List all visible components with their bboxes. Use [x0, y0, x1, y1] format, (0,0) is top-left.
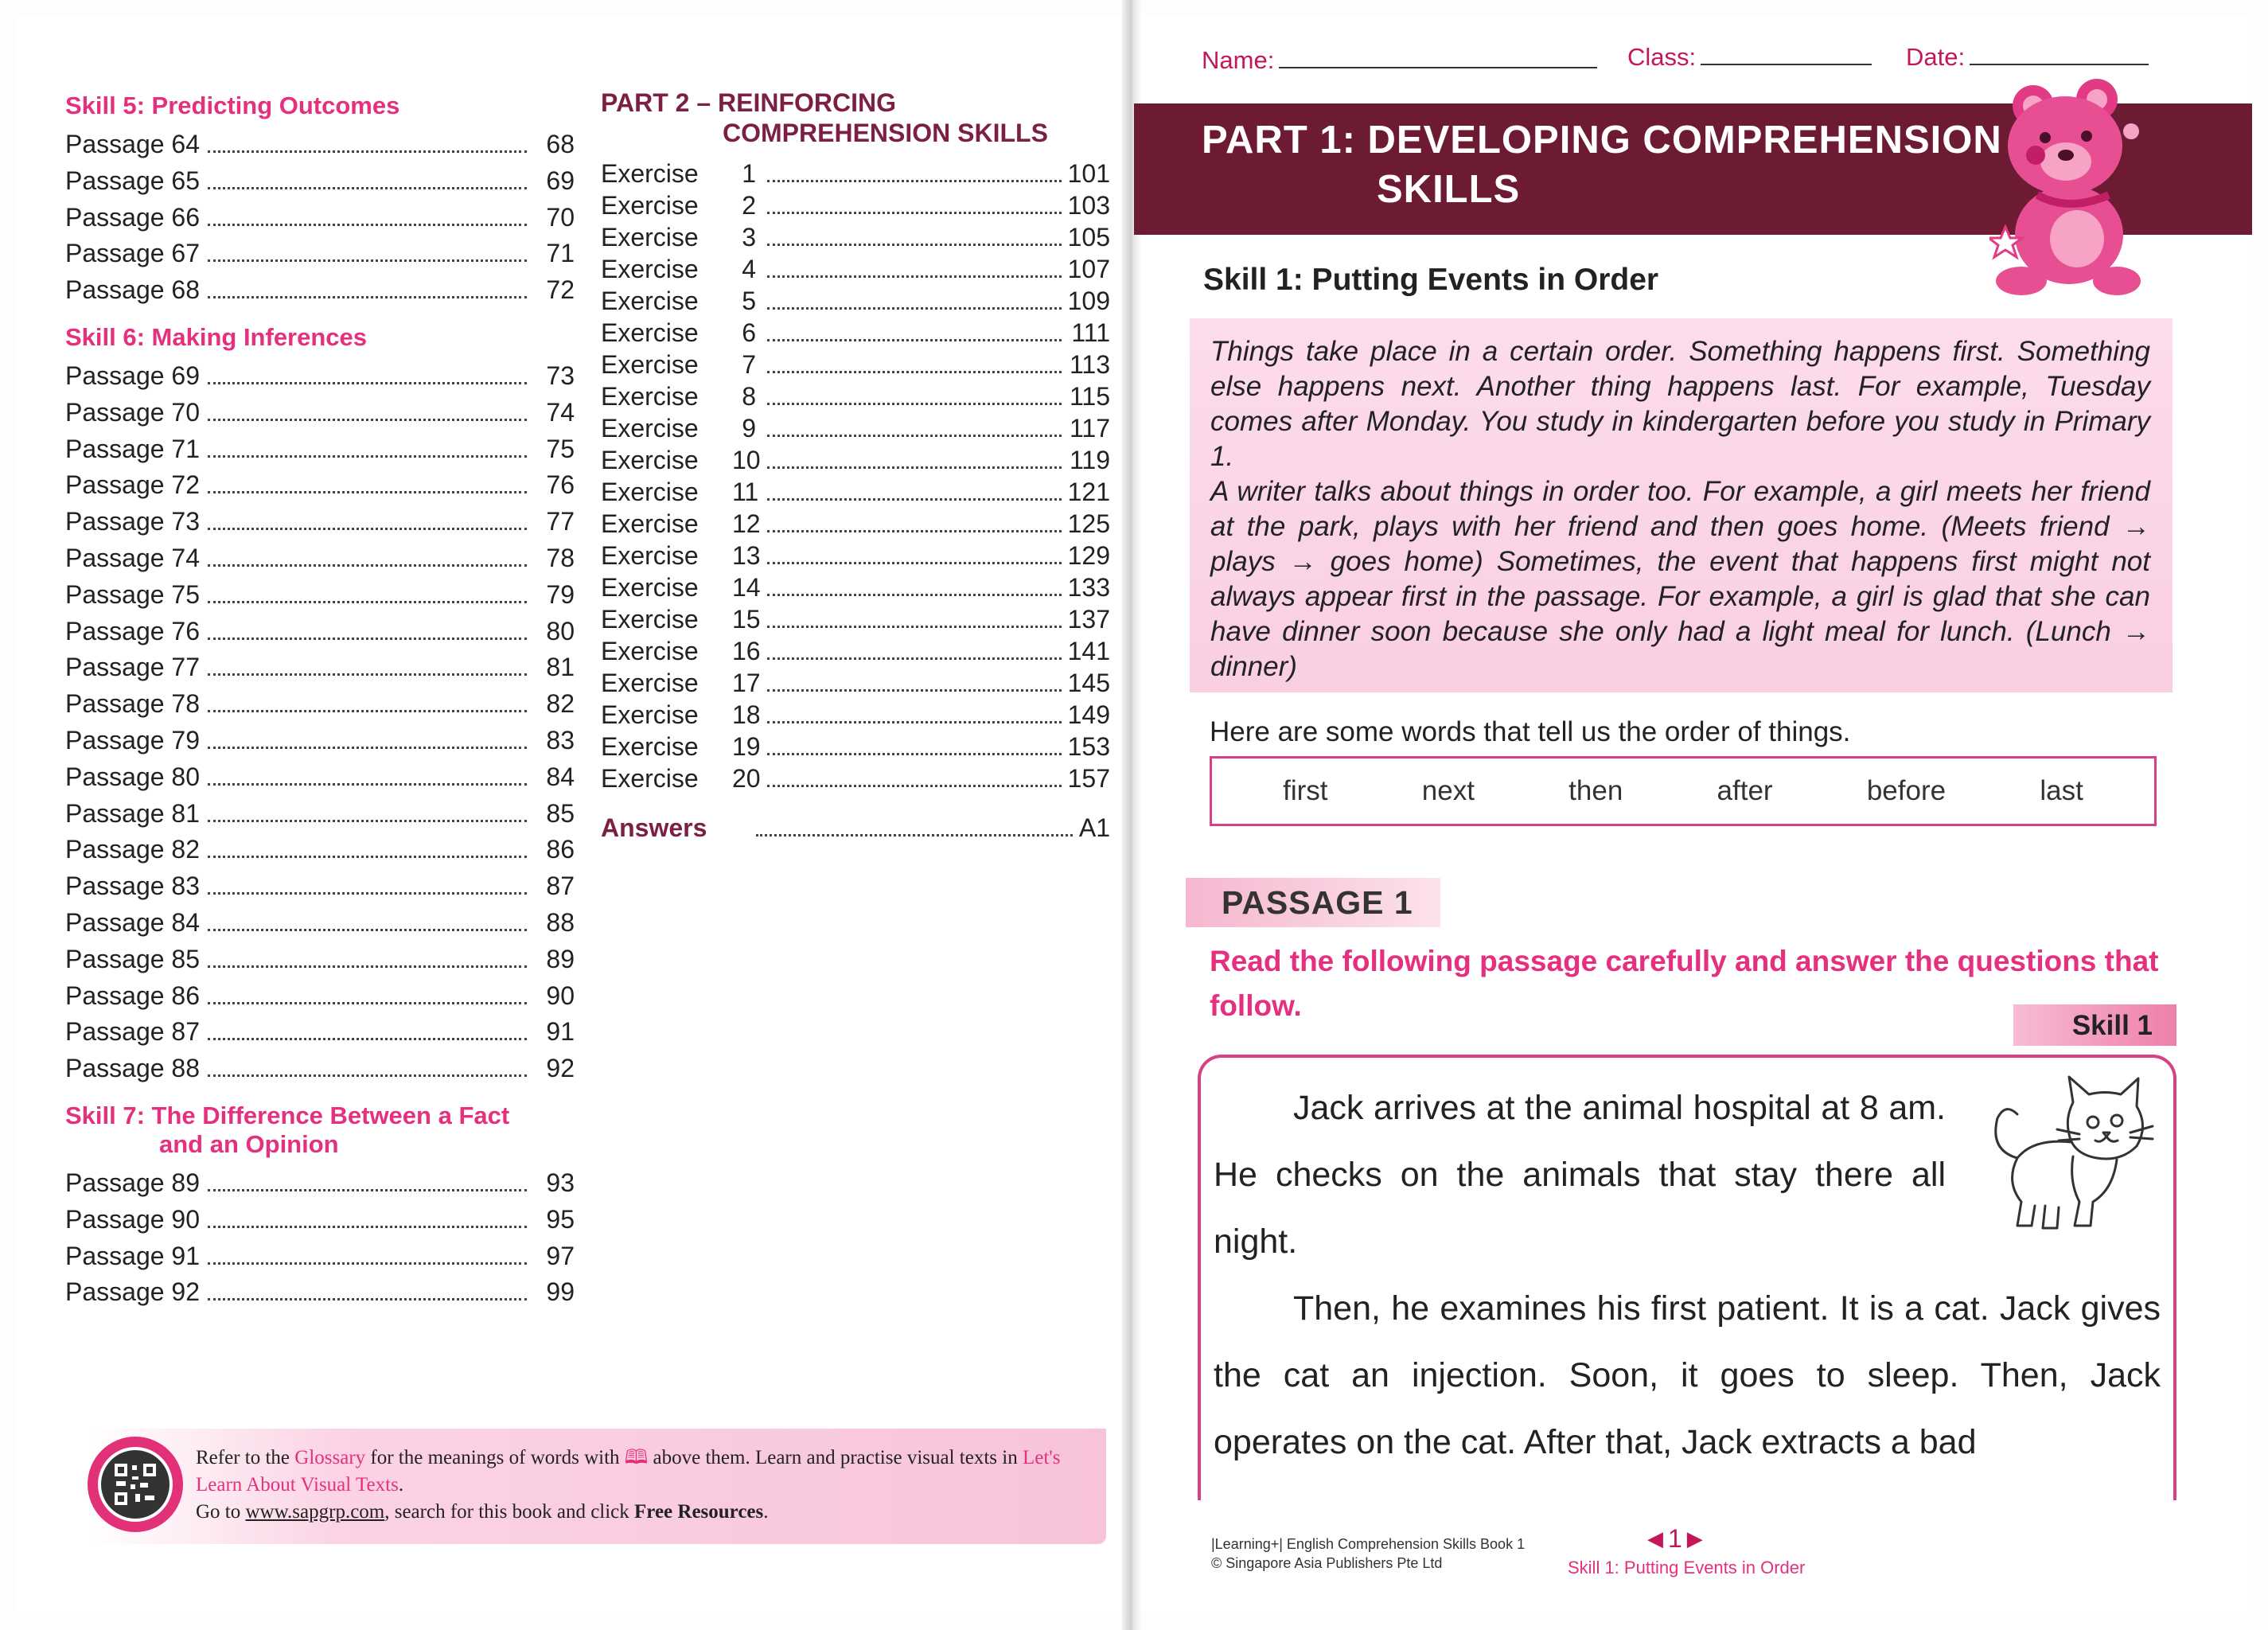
toc-entry-page: 85: [546, 798, 575, 828]
toc-entry-page: 92: [546, 1054, 575, 1083]
leader-dots: [208, 1298, 527, 1300]
toc-entry-label: Passage 77: [65, 653, 201, 682]
toc-entry[interactable]: [65, 835, 575, 872]
toc-entry[interactable]: [65, 275, 575, 312]
order-word: then: [1569, 775, 1623, 806]
toc-exercise-entry[interactable]: [601, 700, 1110, 732]
leader-dots: [767, 466, 1062, 469]
leader-dots: [767, 371, 1062, 373]
part2-heading-line2: COMPREHENSION SKILLS: [723, 119, 1048, 147]
toc-entry-label: Passage 86: [65, 981, 201, 1010]
glossary-text-part: Refer to the: [196, 1447, 295, 1468]
order-word: last: [2040, 775, 2083, 806]
toc-exercise-entry[interactable]: [601, 732, 1110, 764]
toc-exercise-entry[interactable]: [601, 446, 1110, 478]
exercise-label: Exercise: [601, 350, 699, 379]
toc-entry[interactable]: [65, 981, 575, 1018]
toc-entry-label: Passage 78: [65, 689, 201, 719]
toc-exercise-entry[interactable]: [601, 573, 1110, 605]
leader-dots: [208, 965, 527, 968]
exercise-label: Exercise: [601, 414, 699, 443]
toc-entry-page: 99: [546, 1277, 575, 1307]
toc-entry-label: Passage 88: [65, 1054, 201, 1083]
exercise-label: Exercise: [601, 223, 699, 252]
toc-entry-label: Passage 65: [65, 166, 201, 195]
toc-entry-page: 93: [546, 1168, 575, 1197]
leader-dots: [208, 1038, 527, 1040]
passage-paragraph-2: Then, he examines his first patient. It is a cat. Jack gives the cat an injection. Soon, it goes to sleep. Then, Jack operates on the cat. After that, Jack extracts a bad: [1214, 1289, 2161, 1461]
exercise-label: Exercise: [601, 159, 699, 188]
exercise-number: 3: [742, 223, 756, 252]
exercise-label: Exercise: [601, 700, 699, 729]
exercise-label: Exercise: [601, 191, 699, 220]
exercise-number: 19: [732, 732, 761, 761]
leader-dots: [767, 753, 1062, 755]
exercise-page: 119: [1069, 446, 1110, 474]
part2-heading[interactable]: [601, 88, 1110, 148]
toc-entry-page: 70: [546, 202, 575, 232]
passage-label: PASSAGE 1: [1222, 884, 1413, 921]
exercise-page: 115: [1069, 382, 1110, 411]
exercise-number: 14: [732, 573, 761, 602]
exercise-page: 109: [1067, 287, 1110, 315]
glossary-text-part: Go to: [196, 1501, 246, 1523]
toc-entry[interactable]: [65, 507, 575, 544]
toc-entry[interactable]: [65, 239, 575, 275]
exercise-page: 111: [1071, 318, 1110, 347]
toc-column-2: [601, 88, 1110, 843]
class-field[interactable]: [1627, 43, 1872, 72]
leader-dots: [208, 673, 527, 676]
exercise-number: 15: [732, 605, 761, 634]
toc-exercise-entry[interactable]: [601, 382, 1110, 414]
page-number-group: [1647, 1524, 1703, 1554]
exercise-number: 5: [742, 287, 756, 315]
order-words-box: [1210, 756, 2157, 826]
exercise-page: 117: [1069, 414, 1110, 443]
website-link[interactable]: www.sapgrp.com: [245, 1501, 385, 1523]
toc-entry-label: Passage 67: [65, 239, 201, 268]
exercise-label: Exercise: [601, 573, 699, 602]
toc-entry-page: 97: [546, 1241, 575, 1270]
footer-book-title: |Learning+| English Comprehension Skills Book 1: [1211, 1536, 1526, 1552]
toc-entry-label: Passage 89: [65, 1168, 201, 1197]
exercise-page: 113: [1069, 350, 1110, 379]
exercise-page: 105: [1067, 223, 1110, 252]
passage-tab: [1186, 878, 1440, 927]
date-field[interactable]: [1906, 43, 2149, 72]
order-word: first: [1283, 775, 1328, 806]
exercise-label: Exercise: [601, 605, 699, 634]
toc-entry-page: 84: [546, 762, 575, 791]
leader-dots: [208, 1226, 527, 1228]
toc-entry-page: 91: [546, 1017, 575, 1047]
leader-dots: [208, 783, 527, 786]
date-line[interactable]: [1970, 62, 2149, 65]
leader-dots: [208, 892, 527, 895]
exercise-label: Exercise: [601, 318, 699, 347]
part-title-line2: SKILLS: [1377, 168, 1521, 211]
toc-skill-heading[interactable]: Skill 6: Making Inferences: [65, 322, 368, 351]
leader-dots: [208, 564, 527, 567]
toc-entry-label: Passage 79: [65, 725, 201, 755]
toc-exercise-entry[interactable]: [601, 318, 1110, 350]
exercise-page: 133: [1067, 573, 1110, 602]
toc-exercise-entry[interactable]: [601, 350, 1110, 382]
leader-dots: [208, 382, 527, 384]
leader-dots: [208, 929, 527, 931]
exercise-label: Exercise: [601, 509, 699, 538]
exercise-number: 11: [732, 478, 759, 506]
qr-code-icon: [88, 1437, 183, 1532]
name-line[interactable]: [1279, 65, 1597, 68]
exercise-page: 141: [1067, 637, 1110, 665]
leader-dots: [208, 150, 527, 153]
toc-entry-page: 73: [546, 361, 575, 390]
exercise-page: 103: [1067, 191, 1110, 220]
toc-entry-page: 80: [546, 616, 575, 645]
toc-entry-label: Passage 64: [65, 130, 201, 158]
leader-dots: [767, 339, 1062, 341]
visual-texts-link[interactable]: Let's Learn About Visual Texts: [196, 1447, 1061, 1495]
toc-entry-page: 76: [546, 470, 575, 500]
exercise-number: 12: [732, 509, 761, 538]
leader-dots: [767, 530, 1062, 532]
exercise-label: Exercise: [601, 541, 699, 570]
footer-copyright: © Singapore Asia Publishers Pte Ltd: [1211, 1555, 1443, 1571]
exercise-label: Exercise: [601, 732, 699, 761]
leader-dots: [767, 180, 1062, 182]
intro-paragraph-2: A writer talks about things in order too. For example, a girl meets her friend at the park, plays with her friend and then goes home. (Meets friend → plays → goes home) Sometimes, the event that happens first might not always appear first in the passage. For example, a girl is glad that she can have dinner soon because she only had a light meal for lunch. (Lunch → dinner): [1210, 476, 2150, 682]
exercise-number: 1: [742, 159, 756, 188]
leader-dots: [767, 626, 1062, 628]
leader-dots: [767, 498, 1062, 501]
exercise-label: Exercise: [601, 764, 699, 793]
passage-text: [1214, 1074, 2161, 1476]
toc-entry-label: Passage 87: [65, 1017, 201, 1047]
toc-entry-page: 82: [546, 689, 575, 719]
toc-skill-heading-line1: Skill 7: The Difference Between a Fact: [65, 1101, 510, 1129]
toc-entry-page: 86: [546, 835, 575, 864]
leader-dots: [767, 562, 1062, 564]
toc-exercise-entry[interactable]: [601, 159, 1110, 191]
toc-exercise-entry[interactable]: [601, 669, 1110, 700]
glossary-text-part: for the meanings of words with: [365, 1447, 625, 1468]
toc-entry-page: 81: [546, 653, 575, 682]
leader-dots: [208, 491, 527, 493]
leader-dots: [208, 224, 527, 226]
exercise-number: 18: [732, 700, 761, 729]
toc-entry[interactable]: [65, 580, 575, 617]
toc-entry-label: Passage 85: [65, 944, 201, 973]
leader-dots: [208, 1262, 527, 1265]
glossary-text-part: .: [398, 1474, 404, 1495]
toc-entry[interactable]: [65, 1242, 575, 1278]
toc-exercise-entry[interactable]: [601, 191, 1110, 223]
toc-entry-page: 72: [546, 275, 575, 305]
exercise-label: Exercise: [601, 446, 699, 474]
exercise-page: 157: [1067, 764, 1110, 793]
toc-entry-label: Passage 83: [65, 872, 201, 901]
exercise-page: 149: [1067, 700, 1110, 729]
exercise-number: 16: [732, 637, 761, 665]
name-field[interactable]: [1202, 46, 1597, 75]
answers-label: Answers: [601, 813, 707, 842]
leader-dots: [208, 1189, 527, 1191]
footer-skill: Skill 1: Putting Events in Order: [1568, 1558, 1806, 1577]
free-resources-label: Free Resources: [634, 1501, 764, 1523]
intro-box: [1190, 318, 2173, 692]
exercise-number: 8: [742, 382, 756, 411]
leader-dots: [208, 820, 527, 822]
toc-entry-page: 75: [546, 434, 575, 463]
leader-dots: [208, 638, 527, 640]
leader-dots: [767, 721, 1062, 723]
toc-entry-page: 71: [546, 239, 575, 268]
leader-dots: [208, 1074, 527, 1077]
toc-entry[interactable]: [65, 1277, 575, 1314]
toc-entry-label: Passage 70: [65, 397, 201, 427]
exercise-number: 20: [732, 764, 761, 793]
toc-exercise-entry[interactable]: [601, 605, 1110, 637]
leader-dots: [767, 594, 1062, 596]
toc-entry[interactable]: [65, 945, 575, 981]
exercise-label: Exercise: [601, 382, 699, 411]
toc-entry-page: 77: [546, 507, 575, 536]
toc-entry[interactable]: [65, 617, 575, 653]
order-word: before: [1866, 775, 1947, 806]
toc-entry[interactable]: [65, 361, 575, 398]
leader-dots: [208, 601, 527, 603]
passage-instruction: Read the following passage carefully and answer the questions that follow.: [1210, 945, 2159, 1022]
toc-entry-label: Passage 90: [65, 1204, 201, 1234]
toc-exercise-entry[interactable]: [601, 541, 1110, 573]
class-line[interactable]: [1701, 62, 1872, 65]
leader-dots: [208, 747, 527, 749]
toc-entry-label: Passage 66: [65, 202, 201, 232]
toc-exercise-entry[interactable]: [601, 287, 1110, 318]
part2-heading-line1: PART 2 – REINFORCING: [601, 88, 896, 117]
exercise-page: 101: [1067, 159, 1110, 188]
exercise-number: 7: [742, 350, 756, 379]
exercise-page: 125: [1067, 509, 1110, 538]
toc-entry[interactable]: [65, 130, 575, 166]
passage-paragraph-1: Jack arrives at the animal hospital at 8 am. He checks on the animals that stay there all night.: [1214, 1089, 1946, 1261]
toc-entry-label: Passage 82: [65, 835, 201, 864]
toc-entry-label: Passage 81: [65, 798, 201, 828]
exercise-page: 107: [1067, 255, 1110, 283]
toc-skill-heading[interactable]: [65, 1102, 575, 1159]
leader-dots: [208, 419, 527, 421]
exercise-label: Exercise: [601, 478, 699, 506]
order-word: next: [1421, 775, 1475, 806]
exercise-number: 4: [742, 255, 756, 283]
exercise-number: 6: [742, 318, 756, 347]
exercise-label: Exercise: [601, 669, 699, 697]
exercise-label: Exercise: [601, 255, 699, 283]
exercise-number: 2: [742, 191, 756, 220]
toc-entry-page: 89: [546, 944, 575, 973]
leader-dots: [756, 834, 1073, 836]
toc-entry-page: 87: [546, 872, 575, 901]
class-label: Class:: [1627, 43, 1697, 71]
toc-exercise-entry[interactable]: [601, 764, 1110, 796]
exercise-label: Exercise: [601, 637, 699, 665]
toc-entry-label: Passage 75: [65, 579, 201, 609]
bird-right-icon: ▶: [1686, 1527, 1703, 1550]
leader-dots: [208, 528, 527, 530]
toc-entry-page: 79: [546, 579, 575, 609]
toc-entry-page: 83: [546, 725, 575, 755]
leader-dots: [208, 187, 527, 189]
toc-entry[interactable]: [65, 1168, 575, 1205]
toc-entry-label: Passage 91: [65, 1241, 201, 1270]
toc-answers-entry[interactable]: [601, 813, 1110, 843]
toc-entry-page: 69: [546, 166, 575, 195]
toc-exercise-entry[interactable]: [601, 478, 1110, 509]
toc-entry[interactable]: [65, 470, 575, 507]
toc-entry-page: 90: [546, 981, 575, 1010]
toc-entry-label: Passage 74: [65, 543, 201, 572]
toc-entry[interactable]: [65, 908, 575, 945]
glossary-link[interactable]: Glossary: [294, 1447, 366, 1468]
book-icon: 🕮: [624, 1447, 649, 1468]
toc-entry-label: Passage 71: [65, 434, 201, 463]
order-words-intro: Here are some words that tell us the order of things.: [1210, 716, 1851, 747]
toc-entry-page: 78: [546, 543, 575, 572]
leader-dots: [208, 259, 527, 262]
toc-entry-label: Passage 72: [65, 470, 201, 500]
toc-entry[interactable]: [65, 1054, 575, 1090]
leader-dots: [767, 244, 1062, 246]
toc-entry-page: 95: [546, 1204, 575, 1234]
toc-entry[interactable]: [65, 435, 575, 471]
page-number: 1: [1668, 1524, 1682, 1553]
toc-exercise-entry[interactable]: [601, 414, 1110, 446]
toc-entry-label: Passage 68: [65, 275, 201, 305]
leader-dots: [767, 689, 1062, 692]
order-word: after: [1717, 775, 1773, 806]
exercise-number: 17: [732, 669, 761, 697]
leader-dots: [767, 307, 1062, 310]
toc-entry-label: Passage 92: [65, 1277, 201, 1307]
toc-entry[interactable]: [65, 799, 575, 836]
footer-credits: [1211, 1534, 1525, 1573]
toc-entry-label: Passage 69: [65, 361, 201, 390]
skill-tag: [2013, 1004, 2176, 1046]
toc-entry[interactable]: [65, 653, 575, 689]
toc-entry[interactable]: [65, 166, 575, 203]
leader-dots: [208, 296, 527, 298]
skill-tag-label: Skill 1: [2071, 1010, 2153, 1041]
glossary-note: [88, 1429, 1106, 1544]
toc-entry-label: Passage 76: [65, 616, 201, 645]
toc-entry[interactable]: [65, 872, 575, 908]
leader-dots: [767, 657, 1062, 660]
answers-page: A1: [1078, 813, 1110, 842]
leader-dots: [208, 710, 527, 712]
glossary-text-part: .: [763, 1501, 769, 1523]
glossary-text-part: above them. Learn and practise visual texts in: [648, 1447, 1023, 1468]
toc-entry-page: 74: [546, 397, 575, 427]
leader-dots: [767, 275, 1062, 278]
toc-exercise-entry[interactable]: [601, 255, 1110, 287]
toc-entry[interactable]: [65, 398, 575, 435]
toc-entry[interactable]: [65, 203, 575, 240]
leader-dots: [767, 785, 1062, 787]
toc-skill-heading[interactable]: Skill 5: Predicting Outcomes: [65, 92, 400, 119]
toc-entry-label: Passage 80: [65, 762, 201, 791]
name-label: Name:: [1202, 46, 1275, 74]
toc-entry[interactable]: [65, 689, 575, 726]
intro-paragraph-1: Things take place in a certain order. Something happens first. Something else happens next. Another thing happens last. For example, Tuesday comes after Monday. You study in kindergarten before you study in Primary 1.: [1210, 336, 2150, 472]
exercise-number: 9: [742, 414, 756, 443]
toc-skill-heading-line2: and an Opinion: [159, 1129, 339, 1158]
leader-dots: [767, 435, 1062, 437]
toc-exercise-entry[interactable]: [601, 223, 1110, 255]
leader-dots: [208, 856, 527, 858]
toc-entry-page: 88: [546, 907, 575, 937]
toc-entry[interactable]: [65, 1017, 575, 1054]
part-title-line1: PART 1: DEVELOPING COMPREHENSION: [1202, 119, 2002, 162]
toc-entry[interactable]: [65, 1205, 575, 1242]
toc-column-1: [65, 92, 575, 1314]
toc-entry[interactable]: [65, 544, 575, 580]
toc-entry-label: Passage 84: [65, 907, 201, 937]
exercise-number: 10: [732, 446, 761, 474]
exercise-page: 145: [1067, 669, 1110, 697]
teddy-bear-illustration: [1989, 76, 2149, 298]
exercise-number: 13: [732, 541, 761, 570]
skill-title: Skill 1: Putting Events in Order: [1203, 263, 1659, 297]
exercise-page: 137: [1067, 605, 1110, 634]
leader-dots: [767, 403, 1062, 405]
exercise-page: 129: [1067, 541, 1110, 570]
toc-entry[interactable]: [65, 726, 575, 762]
book-spine: [1122, 0, 1142, 1630]
toc-exercise-entry[interactable]: [601, 509, 1110, 541]
toc-entry-page: 68: [546, 130, 575, 158]
leader-dots: [208, 455, 527, 458]
toc-exercise-entry[interactable]: [601, 637, 1110, 669]
glossary-text: [196, 1445, 1095, 1526]
exercise-page: 121: [1067, 478, 1110, 506]
exercise-label: Exercise: [601, 287, 699, 315]
glossary-text-part: , search for this book and click: [384, 1501, 635, 1523]
toc-entry-label: Passage 73: [65, 507, 201, 536]
bird-left-icon: ◀: [1647, 1527, 1663, 1550]
leader-dots: [767, 212, 1062, 214]
toc-entry[interactable]: [65, 762, 575, 799]
exercise-page: 153: [1067, 732, 1110, 761]
leader-dots: [208, 1002, 527, 1004]
date-label: Date:: [1906, 43, 1966, 71]
